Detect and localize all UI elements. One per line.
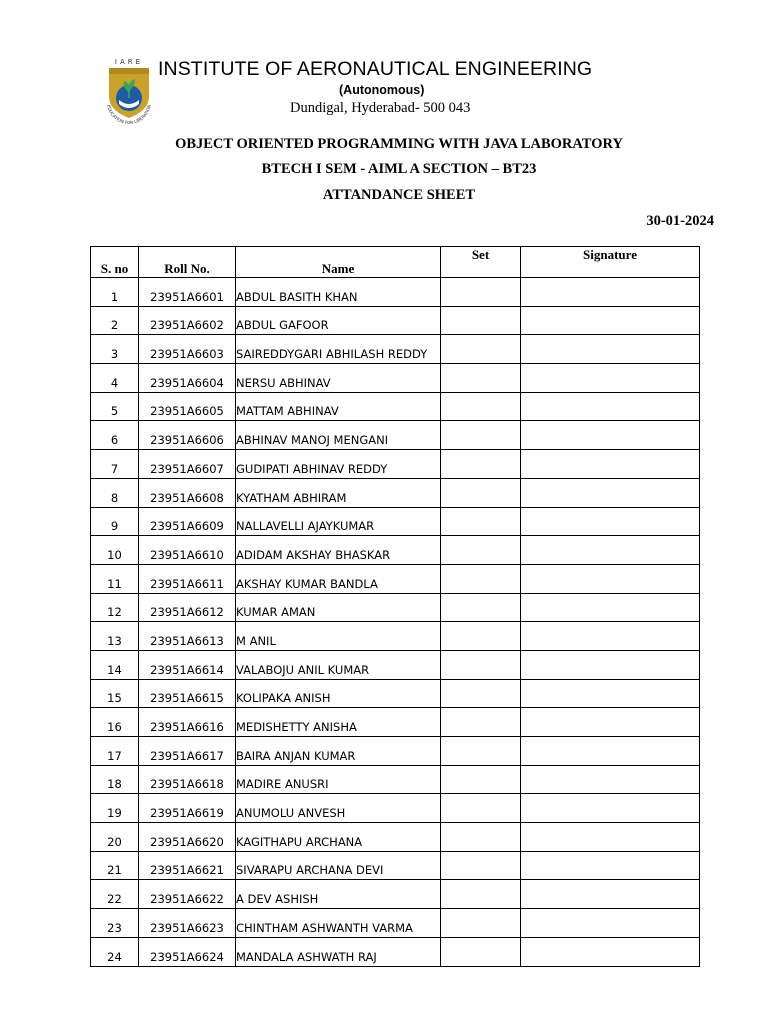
institute-name: INSTITUTE OF AERONAUTICAL ENGINEERING (158, 58, 593, 80)
cell-name: MEDISHETTY ANISHA (236, 708, 441, 737)
cell-set (441, 823, 521, 852)
cell-roll-no: 23951A6611 (139, 564, 236, 593)
cell-signature (521, 478, 700, 507)
cell-name: ABHINAV MANOJ MENGANI (236, 421, 441, 450)
cell-signature (521, 536, 700, 565)
table-header-row (91, 247, 700, 278)
cell-sno: 18 (91, 765, 139, 794)
cell-name: AKSHAY KUMAR BANDLA (236, 564, 441, 593)
cell-name: KAGITHAPU ARCHANA (236, 823, 441, 852)
cell-roll-no: 23951A6622 (139, 880, 236, 909)
cell-roll-no: 23951A6623 (139, 909, 236, 938)
cell-name: SAIREDDYGARI ABHILASH REDDY (236, 335, 441, 364)
cell-roll-no: 23951A6601 (139, 278, 236, 307)
cell-set (441, 536, 521, 565)
cell-set (441, 737, 521, 766)
cell-name: MANDALA ASHWATH RAJ (236, 937, 441, 966)
cell-name: ABDUL GAFOOR (236, 306, 441, 335)
cell-signature (521, 679, 700, 708)
cell-signature (521, 737, 700, 766)
sheet-date: 30-01-2024 (646, 213, 714, 229)
cell-signature (521, 421, 700, 450)
cell-roll-no: 23951A6603 (139, 335, 236, 364)
table-row (91, 880, 700, 909)
cell-roll-no: 23951A6604 (139, 364, 236, 393)
cell-roll-no: 23951A6610 (139, 536, 236, 565)
table-body (91, 278, 700, 967)
course-title: OBJECT ORIENTED PROGRAMMING WITH JAVA LABORATORY (175, 136, 623, 152)
cell-roll-no: 23951A6615 (139, 679, 236, 708)
cell-sno: 15 (91, 679, 139, 708)
cell-signature (521, 507, 700, 536)
cell-set (441, 622, 521, 651)
cell-roll-no: 23951A6616 (139, 708, 236, 737)
cell-roll-no: 23951A6619 (139, 794, 236, 823)
cell-name: GUDIPATI ABHINAV REDDY (236, 450, 441, 479)
table-row (91, 909, 700, 938)
table-row (91, 765, 700, 794)
cell-roll-no: 23951A6620 (139, 823, 236, 852)
sheet-title: ATTANDANCE SHEET (322, 187, 476, 203)
column-header-name: Name (236, 247, 441, 278)
cell-roll-no: 23951A6608 (139, 478, 236, 507)
table-row (91, 450, 700, 479)
table-row (91, 536, 700, 565)
institute-logo (103, 56, 155, 124)
cell-sno: 10 (91, 536, 139, 565)
table-row (91, 650, 700, 679)
cell-sno: 24 (91, 937, 139, 966)
table-row (91, 794, 700, 823)
cell-name: KUMAR AMAN (236, 593, 441, 622)
cell-set (441, 708, 521, 737)
cell-name: CHINTHAM ASHWANTH VARMA (236, 909, 441, 938)
cell-sno: 20 (91, 823, 139, 852)
table-row (91, 593, 700, 622)
cell-roll-no: 23951A6609 (139, 507, 236, 536)
cell-roll-no: 23951A6621 (139, 851, 236, 880)
cell-name: NALLAVELLI AJAYKUMAR (236, 507, 441, 536)
cell-sno: 14 (91, 650, 139, 679)
cell-roll-no: 23951A6614 (139, 650, 236, 679)
cell-signature (521, 306, 700, 335)
cell-set (441, 909, 521, 938)
table-row (91, 278, 700, 307)
table-row (91, 364, 700, 393)
column-header-set: Set (441, 247, 521, 278)
cell-signature (521, 708, 700, 737)
table-row (91, 737, 700, 766)
column-header-sno: S. no (91, 247, 139, 278)
table-row (91, 507, 700, 536)
table-row (91, 622, 700, 651)
cell-signature (521, 450, 700, 479)
cell-roll-no: 23951A6617 (139, 737, 236, 766)
cell-sno: 17 (91, 737, 139, 766)
cell-set (441, 650, 521, 679)
cell-name: KOLIPAKA ANISH (236, 679, 441, 708)
cell-name: SIVARAPU ARCHANA DEVI (236, 851, 441, 880)
cell-set (441, 392, 521, 421)
cell-set (441, 880, 521, 909)
cell-name: VALABOJU ANIL KUMAR (236, 650, 441, 679)
cell-signature (521, 278, 700, 307)
cell-set (441, 364, 521, 393)
autonomous-label: (Autonomous) (339, 83, 425, 97)
cell-set (441, 765, 521, 794)
cell-set (441, 564, 521, 593)
cell-name: MADIRE ANUSRI (236, 765, 441, 794)
cell-roll-no: 23951A6618 (139, 765, 236, 794)
column-header-roll: Roll No. (139, 247, 236, 278)
cell-signature (521, 880, 700, 909)
table-row (91, 478, 700, 507)
svg-text:IARE: IARE (114, 58, 144, 66)
column-header-signature: Signature (521, 247, 700, 278)
cell-set (441, 450, 521, 479)
cell-sno: 16 (91, 708, 139, 737)
cell-roll-no: 23951A6624 (139, 937, 236, 966)
table-row (91, 564, 700, 593)
cell-sno: 9 (91, 507, 139, 536)
cell-sno: 22 (91, 880, 139, 909)
cell-sno: 3 (91, 335, 139, 364)
table-row (91, 937, 700, 966)
cell-sno: 4 (91, 364, 139, 393)
table-row (91, 392, 700, 421)
attendance-table (90, 246, 700, 967)
cell-sno: 5 (91, 392, 139, 421)
cell-signature (521, 364, 700, 393)
cell-set (441, 335, 521, 364)
cell-sno: 13 (91, 622, 139, 651)
cell-sno: 1 (91, 278, 139, 307)
cell-set (441, 478, 521, 507)
table-row (91, 421, 700, 450)
table-row (91, 679, 700, 708)
cell-roll-no: 23951A6605 (139, 392, 236, 421)
cell-sno: 7 (91, 450, 139, 479)
cell-roll-no: 23951A6612 (139, 593, 236, 622)
cell-set (441, 507, 521, 536)
cell-name: ANUMOLU ANVESH (236, 794, 441, 823)
cell-sno: 12 (91, 593, 139, 622)
cell-roll-no: 23951A6602 (139, 306, 236, 335)
cell-signature (521, 564, 700, 593)
cell-signature (521, 335, 700, 364)
cell-signature (521, 909, 700, 938)
cell-name: KYATHAM ABHIRAM (236, 478, 441, 507)
svg-text:EDUCATION FOR LIBERATION: EDUCATION FOR LIBERATION (105, 104, 153, 124)
cell-signature (521, 593, 700, 622)
cell-sno: 19 (91, 794, 139, 823)
cell-name: BAIRA ANJAN KUMAR (236, 737, 441, 766)
cell-name: ABDUL BASITH KHAN (236, 278, 441, 307)
cell-sno: 6 (91, 421, 139, 450)
cell-sno: 2 (91, 306, 139, 335)
cell-set (441, 937, 521, 966)
cell-sno: 11 (91, 564, 139, 593)
cell-sno: 21 (91, 851, 139, 880)
cell-name: ADIDAM AKSHAY BHASKAR (236, 536, 441, 565)
cell-signature (521, 851, 700, 880)
section-title: BTECH I SEM - AIML A SECTION – BT23 (261, 161, 537, 177)
cell-set (441, 794, 521, 823)
cell-sno: 23 (91, 909, 139, 938)
cell-set (441, 421, 521, 450)
cell-signature (521, 650, 700, 679)
cell-roll-no: 23951A6606 (139, 421, 236, 450)
cell-set (441, 679, 521, 708)
cell-signature (521, 392, 700, 421)
cell-set (441, 306, 521, 335)
cell-set (441, 593, 521, 622)
cell-set (441, 278, 521, 307)
table-row (91, 823, 700, 852)
cell-name: NERSU ABHINAV (236, 364, 441, 393)
table-row (91, 306, 700, 335)
institute-address: Dundigal, Hyderabad- 500 043 (290, 100, 471, 116)
cell-signature (521, 794, 700, 823)
table-row (91, 851, 700, 880)
cell-roll-no: 23951A6607 (139, 450, 236, 479)
cell-roll-no: 23951A6613 (139, 622, 236, 651)
table-row (91, 335, 700, 364)
cell-signature (521, 937, 700, 966)
cell-sno: 8 (91, 478, 139, 507)
cell-signature (521, 622, 700, 651)
cell-set (441, 851, 521, 880)
cell-name: MATTAM ABHINAV (236, 392, 441, 421)
cell-signature (521, 823, 700, 852)
cell-signature (521, 765, 700, 794)
cell-name: M ANIL (236, 622, 441, 651)
cell-name: A DEV ASHISH (236, 880, 441, 909)
table-row (91, 708, 700, 737)
